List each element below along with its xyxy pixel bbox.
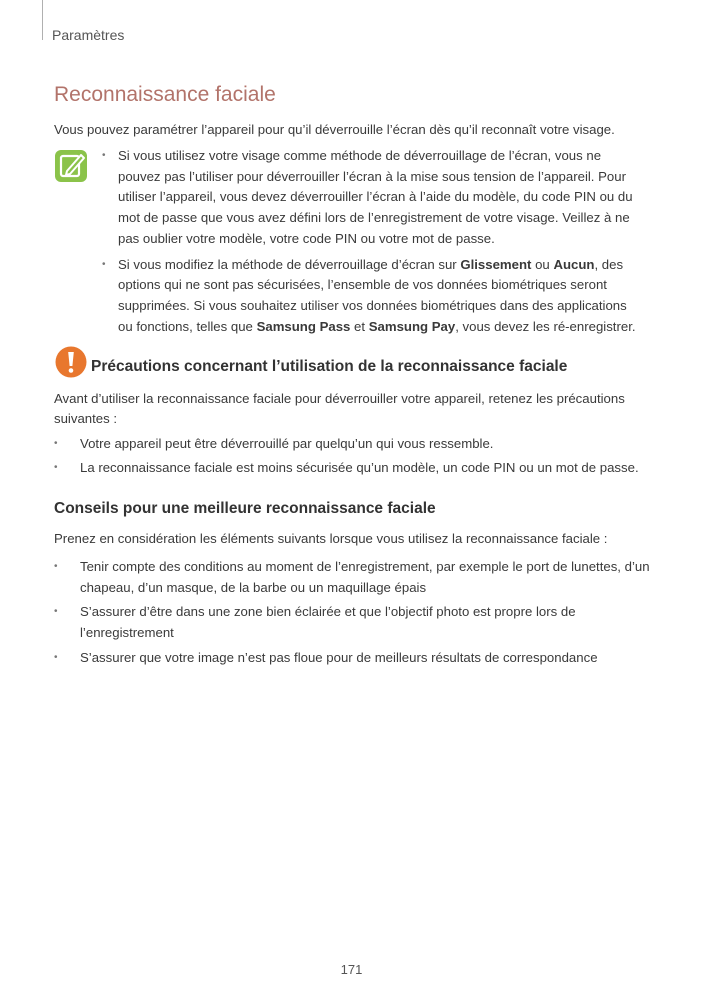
precautions-list: [54, 434, 654, 478]
tips-list: [54, 557, 654, 669]
app-samsung-pay: Samsung Pay: [368, 318, 456, 334]
warning-icon: [54, 345, 88, 379]
app-samsung-pass: Samsung Pass: [256, 318, 351, 334]
tips-heading: Conseils pour une meilleure reconnaissance faciale: [54, 500, 436, 517]
header-divider: [42, 0, 43, 40]
precautions-heading: Précautions concernant l’utilisation de la reconnaissance faciale: [91, 358, 568, 375]
page-title: Reconnaissance faciale: [54, 83, 276, 106]
list-item: • Tenir compte des conditions au moment de l’enregistrement, par exemple le port de lunettes, d’un chapeau, d’un masque, de la barbe ou un maquillage épais: [54, 557, 654, 598]
intro-paragraph: Vous pouvez paramétrer l’appareil pour qu’il déverrouille l’écran dès qu’il reconnaît votre visage.: [54, 122, 615, 137]
list-item: • Votre appareil peut être déverrouillé par quelqu’un qui vous ressemble.: [54, 434, 654, 455]
note-item: • Si vous utilisez votre visage comme méthode de déverrouillage de l’écran, vous ne pouvez pas l’utiliser pour déverrouiller l’écran à la mise sous tension de l’appareil. Pour utiliser l’appareil, vous devez déverrouiller l’écran à l’aide du modèle, du code PIN ou du mot de passe que vous avez défini lors de l’enregistrement de votre visage. Veillez à ne pas oublier votre modèle, votre code PIN ou votre mot de passe.: [102, 146, 642, 250]
list-item: • S’assurer que votre image n’est pas floue pour de meilleurs résultats de correspondance: [54, 648, 654, 669]
note-list: [102, 146, 642, 337]
note-item: • Si vous modifiez la méthode de déverrouillage d’écran sur Glissement ou Aucun, des options qui ne sont pas sécurisées, l’ensemble de vos données biométriques seront supprimées. Si vous souhaitez utiliser vos données biométriques dans des applications ou fonctions, telles que Samsung Pass et Samsung Pay, vous devez les ré-enregistrer.: [102, 255, 642, 338]
setting-aucun: Aucun: [553, 256, 595, 272]
list-item: • S’assurer d’être dans une zone bien éclairée et que l’objectif photo est propre lors de l’enregistrement: [54, 602, 654, 643]
list-item: • La reconnaissance faciale est moins sécurisée qu’un modèle, un code PIN ou un mot de passe.: [54, 458, 654, 479]
setting-glissement: Glissement: [460, 256, 532, 272]
note-pencil-icon: [54, 149, 88, 183]
tips-paragraph: Prenez en considération les éléments suivants lorsque vous utilisez la reconnaissance faciale :: [54, 531, 608, 546]
running-header: Paramètres: [52, 27, 125, 43]
page-number: 171: [340, 962, 363, 977]
precautions-paragraph: Avant d’utiliser la reconnaissance faciale pour déverrouiller votre appareil, retenez les précautions suivantes :: [54, 391, 625, 426]
